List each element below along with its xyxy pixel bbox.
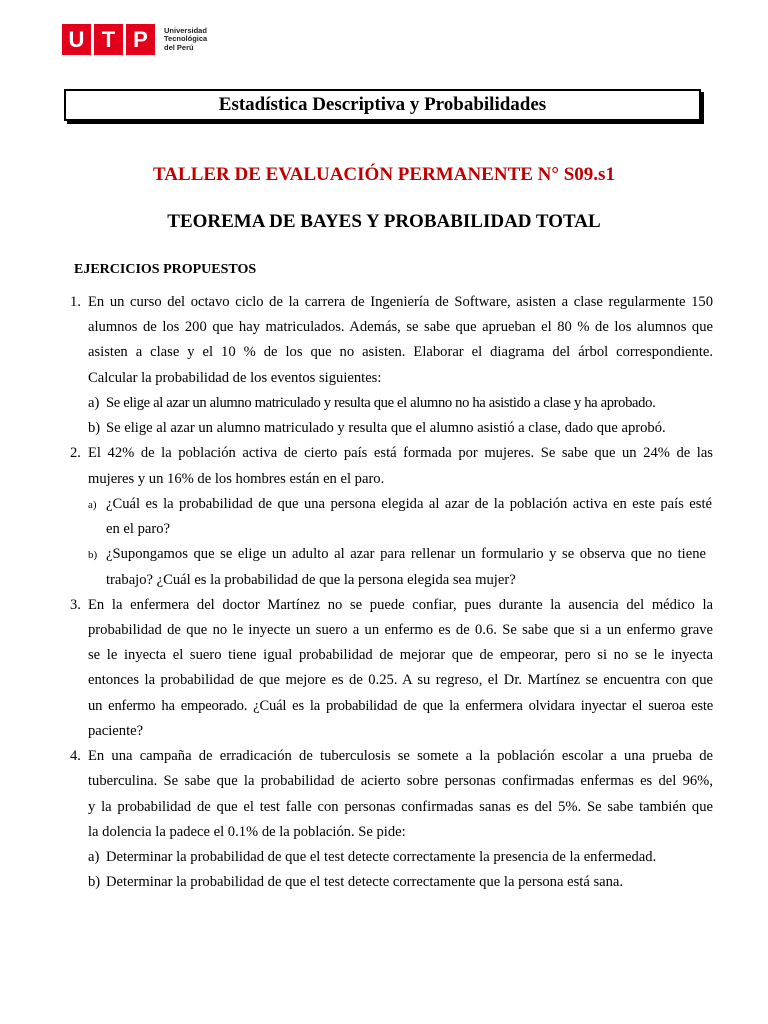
exercise-line: En un curso del octavo ciclo de la carrera de Ingeniería de Software, asisten a clase regularmente 150 [88, 294, 713, 310]
logo-letter-p: P [126, 24, 155, 55]
logo-letter-t: T [94, 24, 123, 55]
course-title: Estadística Descriptiva y Probabilidades [218, 94, 547, 115]
item-label: a) [88, 849, 100, 865]
item-line: Determinar la probabilidad de que el test detecte correctamente la presencia de la enfermedad. [106, 849, 657, 865]
logo-name-line: Universidad [164, 25, 207, 35]
exercise-line: se le inyecta el suero tiene igual probabilidad de mejorar que de empeorar, pero si no se le inyecta [88, 647, 713, 663]
exercise-line: entonces la probabilidad de que mejore es de 0.25. A su regreso, el Dr. Martínez se encuentra con que [88, 672, 713, 688]
item-line: ¿Supongamos que se elige un adulto al azar para rellenar un formulario y se observa que no tiene [106, 546, 706, 562]
exercise-line: la dolencia la padece el 0.1% de la población. Se pide: [88, 824, 406, 840]
logo-name [164, 27, 207, 53]
exercise-number: 2. [70, 445, 81, 461]
logo-name-line: Tecnológica [164, 34, 208, 44]
exercise-number: 1. [70, 294, 81, 310]
exercise-number: 3. [70, 597, 81, 613]
item-label: a) [88, 395, 100, 411]
item-line: Se elige al azar un alumno matriculado y resulta que el alumno no ha asistido a clase y ha aprobado. [106, 395, 656, 411]
exercise-line: mujeres y un 16% de los hombres están en el paro. [88, 471, 385, 487]
item-line: ¿Cuál es la probabilidad de que una persona elegida al azar de la población activa en este país esté [106, 496, 712, 512]
exercise-line: probabilidad de que no le inyecte un suero a un enfermo es de 0.6. Se sabe que si a un enfermo grave [88, 622, 713, 638]
exercise-line: paciente? [88, 723, 144, 739]
exercise-line: y la probabilidad de que el test falle con personas confirmadas sanas es del 5%. Se sabe también que [88, 799, 713, 815]
exercise-line: asisten a clase y el 10 % de los que no asisten. Elaborar el diagrama del árbol correspondiente. [88, 344, 713, 360]
logo-name-line: del Perú [164, 42, 194, 52]
logo-letter-u: U [62, 24, 91, 55]
item-label: b) [88, 874, 101, 890]
exercise-line: En una campaña de erradicación de tuberculosis se somete a la población escolar a una prueba de [88, 748, 713, 764]
exercise-line: En la enfermera del doctor Martínez no se puede confiar, pues durante la ausencia del médico la [88, 597, 713, 613]
exercise-line: Calcular la probabilidad de los eventos siguientes: [88, 370, 382, 386]
exercise-line: alumnos de los 200 que hay matriculados. Además, se sabe que aprueban el 80 % de los alumnos que [88, 319, 713, 335]
taller-title: TALLER DE EVALUACIÓN PERMANENTE N° S09.s1 [153, 164, 615, 185]
utp-logo [62, 24, 207, 55]
item-label: a) [88, 499, 97, 511]
section-title: EJERCICIOS PROPUESTOS [74, 262, 257, 277]
exercise-line: un enfermo ha empeorado. ¿Cuál es la probabilidad de que la enfermera olvidara inyectar el sueroa este [88, 698, 713, 714]
course-title-box [64, 89, 701, 121]
item-line: trabajo? ¿Cuál es la probabilidad de que la persona elegida sea mujer? [106, 572, 516, 588]
exercise-number: 4. [70, 748, 81, 764]
exercise-line: El 42% de la población activa de cierto país está formada por mujeres. Se sabe que un 24% de las [88, 445, 713, 461]
item-line: Se elige al azar un alumno matriculado y resulta que el alumno asistió a clase, dado que aprobó. [106, 420, 666, 436]
item-line: en el paro? [106, 521, 171, 537]
item-label: b) [88, 549, 98, 561]
theme-title: TEOREMA DE BAYES Y PROBABILIDAD TOTAL [167, 211, 601, 232]
exercise-line: tuberculina. Se sabe que la probabilidad de acierto sobre personas confirmadas enfermas es del 96%, [88, 773, 713, 789]
item-label: b) [88, 420, 101, 436]
item-line: Determinar la probabilidad de que el test detecte correctamente que la persona está sana. [106, 874, 624, 890]
